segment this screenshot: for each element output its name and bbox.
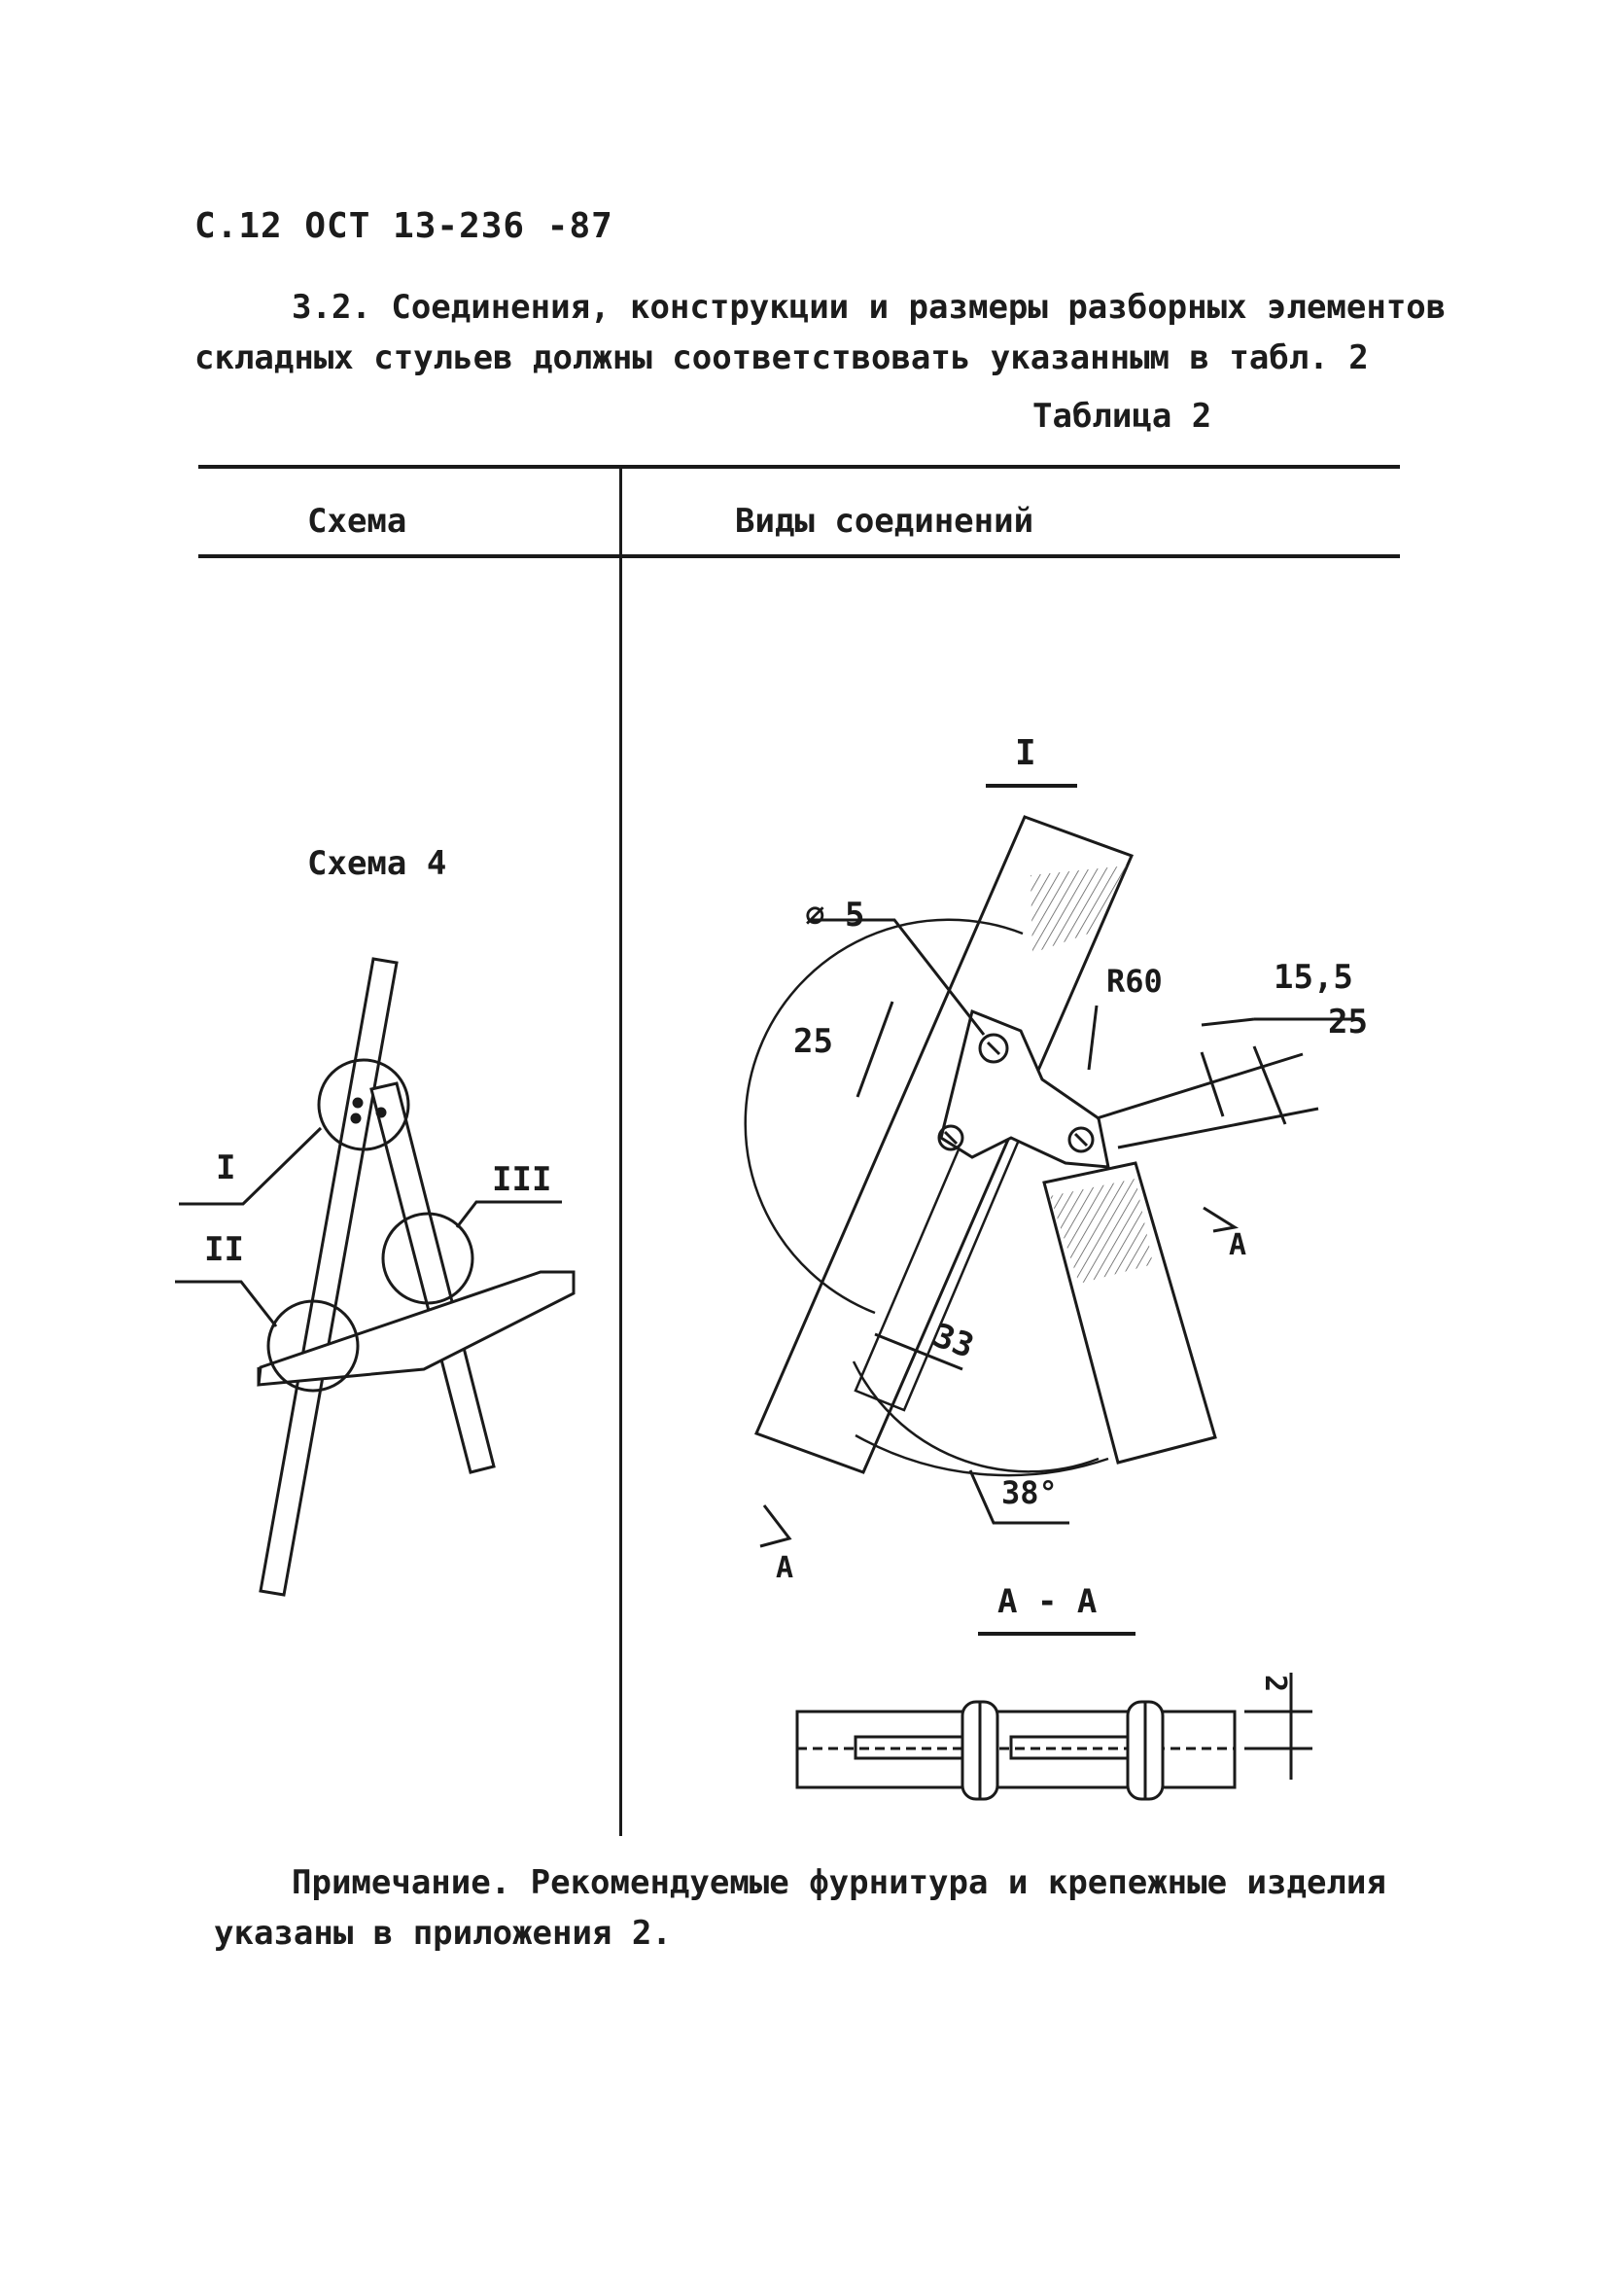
dim-radius-60: R60 <box>1106 963 1163 1000</box>
dim-diameter-5: ⌀ 5 <box>805 896 865 935</box>
scheme-label-I: I <box>216 1148 236 1187</box>
paragraph-line-2: складных стульев должны соответствовать указанным в табл. 2 <box>194 338 1369 377</box>
scheme-label-III: III <box>492 1160 552 1199</box>
note-line-2: указаны в приложения 2. <box>214 1914 672 1953</box>
dim-15-5: 15,5 <box>1274 958 1353 997</box>
page-header: С.12 ОСТ 13-236 -87 <box>194 206 613 246</box>
section-title: А - А <box>997 1582 1098 1621</box>
scheme-label: Схема 4 <box>307 844 447 883</box>
table-caption: Таблица 2 <box>1032 397 1212 436</box>
dim-25-right: 25 <box>1328 1003 1368 1042</box>
joint-view-title: I <box>1015 733 1036 773</box>
chair-seat <box>259 1272 574 1385</box>
note-line-1: Примечание. Рекомендуемые фурнитура и крепежные изделия <box>292 1863 1386 1902</box>
chair-rear-leg <box>261 959 397 1595</box>
section-figure <box>797 1673 1312 1799</box>
scheme-label-II: II <box>204 1230 244 1269</box>
column-header-scheme: Схема <box>307 502 407 541</box>
column-header-joint-types: Виды соединений <box>735 502 1034 541</box>
dim-angle-38: 38° <box>1001 1474 1058 1511</box>
paragraph-line-1: 3.2. Соединения, конструкции и размеры разборных элементов <box>292 288 1447 327</box>
dim-25-left: 25 <box>793 1022 833 1061</box>
chair-scheme-figure <box>175 959 574 1595</box>
section-arrow-label-left: A <box>776 1551 794 1585</box>
section-dim-2: 2 <box>1258 1675 1292 1693</box>
dim-33: 33 <box>927 1316 979 1367</box>
section-arrow-label-right: A <box>1229 1228 1247 1262</box>
